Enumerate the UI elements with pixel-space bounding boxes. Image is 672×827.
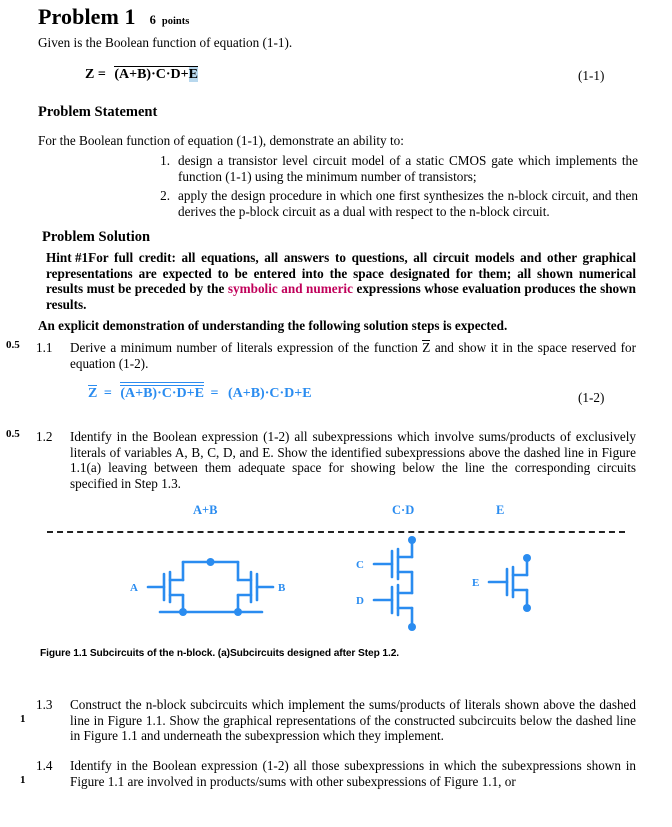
circuit-e: [455, 550, 565, 645]
equation-1-2-zbar: Z: [88, 385, 98, 401]
circuit-a-plus-b: [130, 550, 325, 640]
step-number-1-3: 1.3: [36, 697, 53, 712]
figure-label-e: E: [496, 503, 505, 517]
equation-1-2-number: (1-2): [578, 390, 605, 405]
list-item-marker: 2.: [160, 188, 170, 203]
points-value: 6: [149, 13, 156, 27]
step-mark-1-1: 0.5: [6, 339, 20, 351]
hint-block: [46, 250, 636, 312]
gate-label-b: B: [278, 582, 286, 594]
step-1-1-pre: Derive a minimum number of literals expression of the function: [70, 340, 423, 355]
problem-solution-heading: Problem Solution: [42, 229, 151, 245]
list-item-text: apply the design procedure in which one first synthesizes the n-block circuit, and then derives the p-block circuit as a dual with respect to the n-block circuit.: [178, 188, 638, 219]
hint-text-part1: For full credit: all equations, all answers to questions, all circuit models and other graphical representations are expected to be entered into the space designated for them; all shown numerical results must be preceded by the: [46, 250, 636, 297]
hint-label: Hint #1: [46, 250, 89, 265]
given-line: Given is the Boolean function of equation (1-1).: [38, 35, 293, 50]
step-mark-1-3: 1: [20, 713, 26, 725]
problem-title-text: Problem 1: [38, 4, 136, 29]
circuit-c-dot-d: [330, 535, 450, 645]
step-mark-1-2: 0.5: [6, 428, 20, 440]
figure-label-c-dot-d: C·D: [392, 503, 415, 517]
list-item-marker: 1.: [160, 153, 170, 168]
equation-1-1-body: (A+B)·C·D+: [114, 67, 189, 82]
step-1-1-zbar: Z: [422, 340, 431, 355]
equation-1-2-rhs: (A+B)·C·D+E: [227, 385, 312, 401]
step-text-1-1: [70, 340, 636, 371]
list-item: [148, 188, 638, 219]
step-text-1-2: Identify in the Boolean expression (1-2) all subexpressions which involve sums/products of exclusively literals of variables A, B, C, D, and E. Show the identified subexpressions above the dashed line in Figure 1.1(a) leaving between them adequate space for showing below the line the corresponding circuits specified in Step 1.3.: [70, 429, 636, 491]
step-text-1-3: Construct the n-block subcircuits which implement the sums/products of literals shown above the dashed line in Figure 1.1. Show the graphical representations of the constructed subcircuits below the dashed line in Figure 1.1 and underneath the subexpression which they implement.: [70, 697, 636, 744]
step-1-1-post: and show it in the space reserved for equation (1-2).: [70, 340, 637, 371]
equation-1-2: [88, 382, 312, 402]
gate-label-a: A: [130, 582, 138, 594]
equation-1-1-selected-term[interactable]: E: [188, 67, 198, 82]
points-label: points: [161, 16, 190, 27]
gate-label-d: D: [356, 595, 364, 607]
equation-1-2-eq-sign-2: =: [210, 385, 219, 401]
figure-caption: Figure 1.1 Subcircuits of the n-block. (a)Subcircuits designed after Step 1.2.: [40, 648, 400, 659]
equation-1-1-number: (1-1): [578, 68, 605, 83]
problem-statement-list: [148, 153, 638, 220]
expectation-line: An explicit demonstration of understanding the following solution steps is expected.: [38, 318, 508, 333]
list-item-text: design a transistor level circuit model of a static CMOS gate which implements the function (1-1) using the minimum number of transistors;: [178, 153, 638, 184]
problem-statement-lead: For the Boolean function of equation (1-1), demonstrate an ability to:: [38, 133, 404, 148]
equation-1-1-overbar-group: [114, 66, 198, 82]
hint-text-highlight: symbolic and numeric: [227, 281, 353, 297]
step-number-1-2: 1.2: [36, 429, 53, 444]
figure-dashed-separator: [47, 531, 625, 533]
equation-1-1-lhs: Z =: [85, 67, 106, 82]
equation-1-2-double-overbar-inner: (A+B)·C·D+E: [120, 385, 204, 401]
figure-1-1: [0, 495, 672, 655]
gate-label-c: C: [356, 559, 364, 571]
equation-1-2-double-overbar-outer: [120, 382, 204, 401]
list-item: [148, 153, 638, 184]
page-title: [38, 4, 189, 30]
equation-1-1: [85, 66, 198, 83]
step-number-1-1: 1.1: [36, 340, 53, 355]
equation-1-2-eq-sign-1: =: [103, 385, 112, 401]
gate-label-e: E: [472, 577, 480, 589]
problem-statement-heading: Problem Statement: [38, 104, 158, 120]
step-number-1-4: 1.4: [36, 758, 53, 773]
hint-text-part2: expressions whose evaluation produces the shown results.: [46, 281, 636, 312]
step-mark-1-4: 1: [20, 774, 26, 786]
figure-label-a-plus-b: A+B: [193, 503, 218, 517]
step-text-1-4: Identify in the Boolean expression (1-2) all those subexpressions in which the subexpressions shown in Figure 1.1 are involved in products/sums with other subexpressions of Figure 1.1, or: [70, 758, 636, 789]
